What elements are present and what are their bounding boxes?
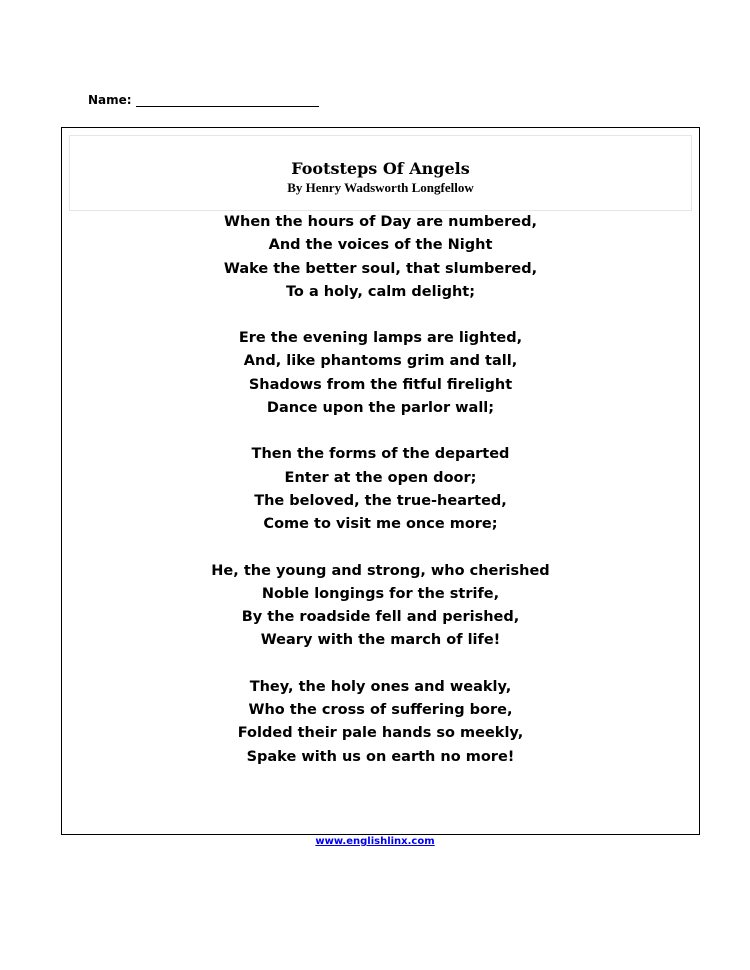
footer [0, 836, 750, 848]
poem-line: And, like phantoms grim and tall, [243, 353, 518, 370]
poem-line: He, the young and strong, who cherished [211, 562, 550, 579]
website-link[interactable]: www.englishlinx.com [315, 836, 435, 847]
name-blank-line[interactable] [136, 94, 319, 107]
poem-body [69, 211, 692, 792]
poem-line: When the hours of Day are numbered, [224, 214, 537, 230]
poem-line: The beloved, the true-hearted, [254, 492, 507, 509]
stanza-5 [69, 676, 692, 769]
title-box [69, 135, 692, 211]
stanza-4 [69, 560, 692, 653]
poem-line: Ere the evening lamps are lighted, [238, 330, 523, 347]
poem-line: Enter at the open door; [284, 469, 477, 486]
name-label: Name: [88, 93, 132, 107]
poem-line: Weary with the march of life! [260, 632, 501, 649]
poem-line: To a holy, calm delight; [285, 283, 476, 300]
poem-line: And the voices of the Night [268, 237, 493, 254]
poem-line: Who the cross of suffering bore, [248, 702, 513, 719]
poem-line: They, the holy ones and weakly, [249, 678, 512, 695]
poem-line: Shadows from the fitful firelight [248, 376, 513, 393]
poem-line: Folded their pale hands so meekly, [237, 725, 524, 742]
stanza-2 [69, 327, 692, 420]
poem-line: Spake with us on earth no more! [246, 748, 515, 765]
poem-line: Come to visit me once more; [263, 516, 498, 533]
poem-line: Dance upon the parlor wall; [266, 400, 495, 417]
name-field-row [88, 89, 319, 107]
poem-author: By Henry Wadsworth Longfellow [287, 180, 474, 195]
poem-line: Noble longings for the strife, [261, 585, 500, 602]
poem-title: Footsteps Of Angels [291, 159, 470, 178]
poem-line: Wake the better soul, that slumbered, [223, 260, 538, 277]
poem-line: By the roadside fell and perished, [241, 609, 520, 626]
stanza-1 [69, 211, 692, 304]
poem-line: Then the forms of the departed [251, 446, 510, 463]
stanza-3 [69, 443, 692, 536]
